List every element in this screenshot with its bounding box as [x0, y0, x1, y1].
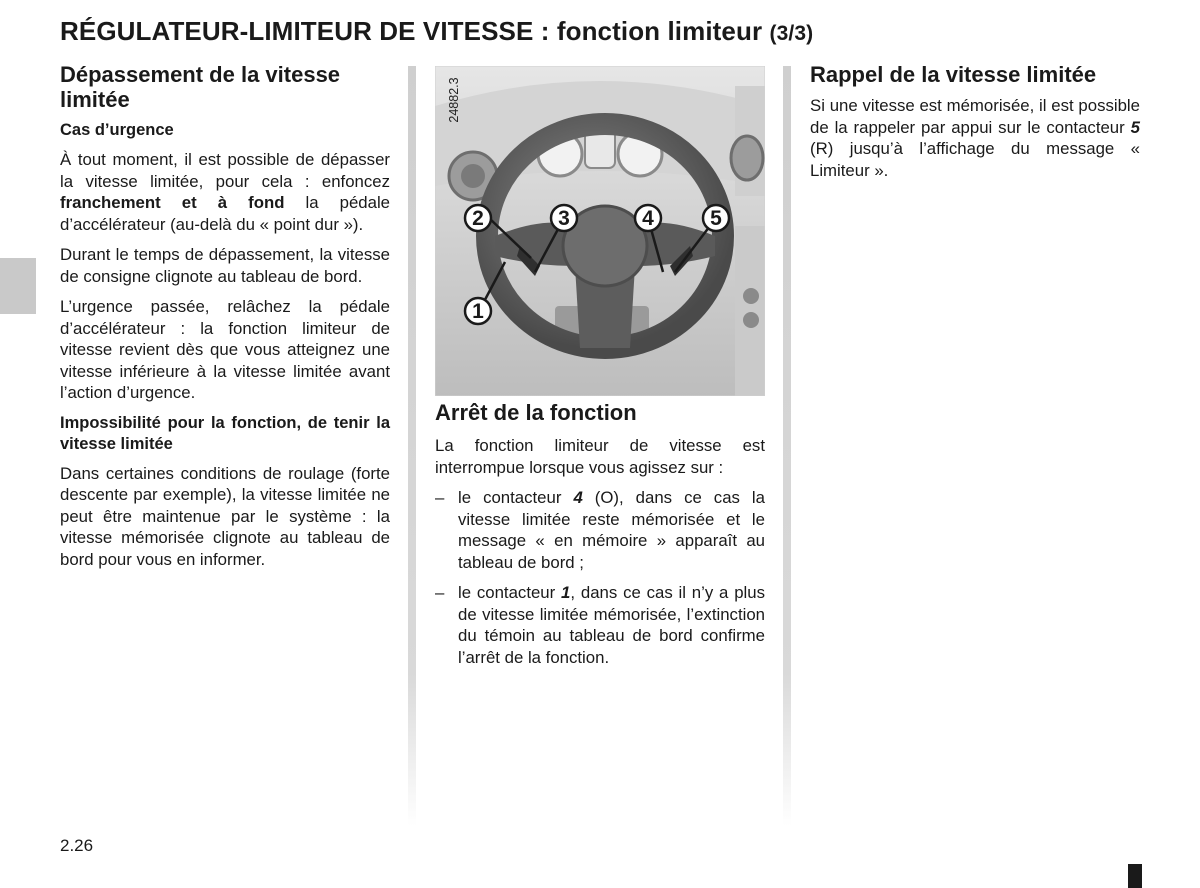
paragraph-conditions-roulage: Dans certaines conditions de roulage (forte descente par exemple), la vitesse limitée ne peut être maintenue par le système : la vitesse mémorisée clignote au tableau de bord pour vous en informer. [60, 463, 390, 569]
column-left [60, 62, 390, 579]
section-heading-arret: Arrêt de la fonction [435, 400, 637, 425]
list-item [435, 582, 765, 668]
page-title-text: RÉGULATEUR-LIMITEUR DE VITESSE : fonction limiteur [60, 16, 763, 46]
page-title [60, 16, 813, 47]
paragraph-consigne: Durant le temps de dépassement, la vitesse de consigne clignote au tableau de bord. [60, 245, 390, 286]
svg-text:3: 3 [558, 207, 570, 230]
svg-text:5: 5 [710, 207, 722, 230]
subheading-cas-urgence: Cas d’urgence [60, 121, 174, 139]
paragraph-urgence-passee: L’urgence passée, relâchez la pédale d’accélérateur : la fonction limiteur de vitesse revient dès que vous atteignez une vitesse inférieure à la vitesse limitée avant l’action d’urgence. [60, 297, 390, 402]
paragraph-depassement [60, 149, 390, 235]
svg-text:2: 2 [472, 207, 484, 230]
text-run: , dans ce cas il n’y a plus de vitesse limitée mémorisée, l’extinction du témoin au tableau de bord confirme l’arrêt de la fonction. [458, 583, 765, 667]
page-title-part: (3/3) [769, 22, 814, 45]
text-run: le contacteur [458, 583, 562, 602]
arret-list [435, 487, 765, 668]
steering-wheel-illustration [435, 66, 765, 396]
paragraph-rappel [810, 95, 1140, 181]
callout-5 [703, 205, 729, 231]
text-run: la pédale d’accélérateur (au-delà du « point dur »). [60, 193, 391, 234]
subheading-impossibilite: Impossibilité pour la fonction, de tenir la vitesse limitée [60, 413, 390, 453]
dash-bullet: – [435, 488, 445, 507]
text-run: (R) jusqu’à l’affichage du message « Limiteur ». [810, 139, 1140, 180]
svg-text:1: 1 [472, 300, 484, 323]
corner-marker [1128, 864, 1142, 888]
switch-number: 1 [561, 583, 571, 602]
page-number: 2.26 [60, 836, 94, 855]
dash-bullet: – [435, 583, 445, 602]
switch-number: 4 [573, 488, 583, 507]
illustration-reference-text: 24882.3 [447, 77, 461, 123]
paragraph-arret-intro: La fonction limiteur de vitesse est interrompue lorsque vous agissez sur : [435, 436, 765, 477]
column-right [810, 62, 1140, 190]
callout-2 [465, 205, 491, 231]
chapter-tab [0, 258, 36, 314]
switch-number: 5 [1130, 117, 1140, 137]
text-run: le contacteur [458, 488, 574, 507]
list-item [435, 487, 765, 573]
bold-run: franchement et à fond [60, 193, 285, 212]
callout-4 [635, 205, 661, 231]
column-divider-left [408, 66, 416, 826]
text-run: (O), dans ce cas la vitesse limitée reste mémorisée et le message « en mémoire » apparaît au tableau de bord ; [458, 488, 765, 572]
section-heading-rappel: Rappel de la vitesse limitée [810, 62, 1097, 87]
section-heading-depassement: Dépassement de la vitesse limitée [60, 62, 341, 112]
column-divider-right [783, 66, 791, 826]
illustration-reference [443, 72, 465, 128]
callout-1 [465, 298, 491, 324]
svg-text:4: 4 [642, 207, 654, 230]
text-run: Si une vitesse est mémorisée, il est possible de la rappeler par appui sur le contacteur [810, 96, 1140, 137]
text-run: À tout moment, il est possible de dépasser la vitesse limitée, pour cela : enfoncez [60, 150, 390, 191]
column-middle [435, 400, 765, 677]
air-vent-right [731, 136, 763, 180]
callout-3 [551, 205, 577, 231]
